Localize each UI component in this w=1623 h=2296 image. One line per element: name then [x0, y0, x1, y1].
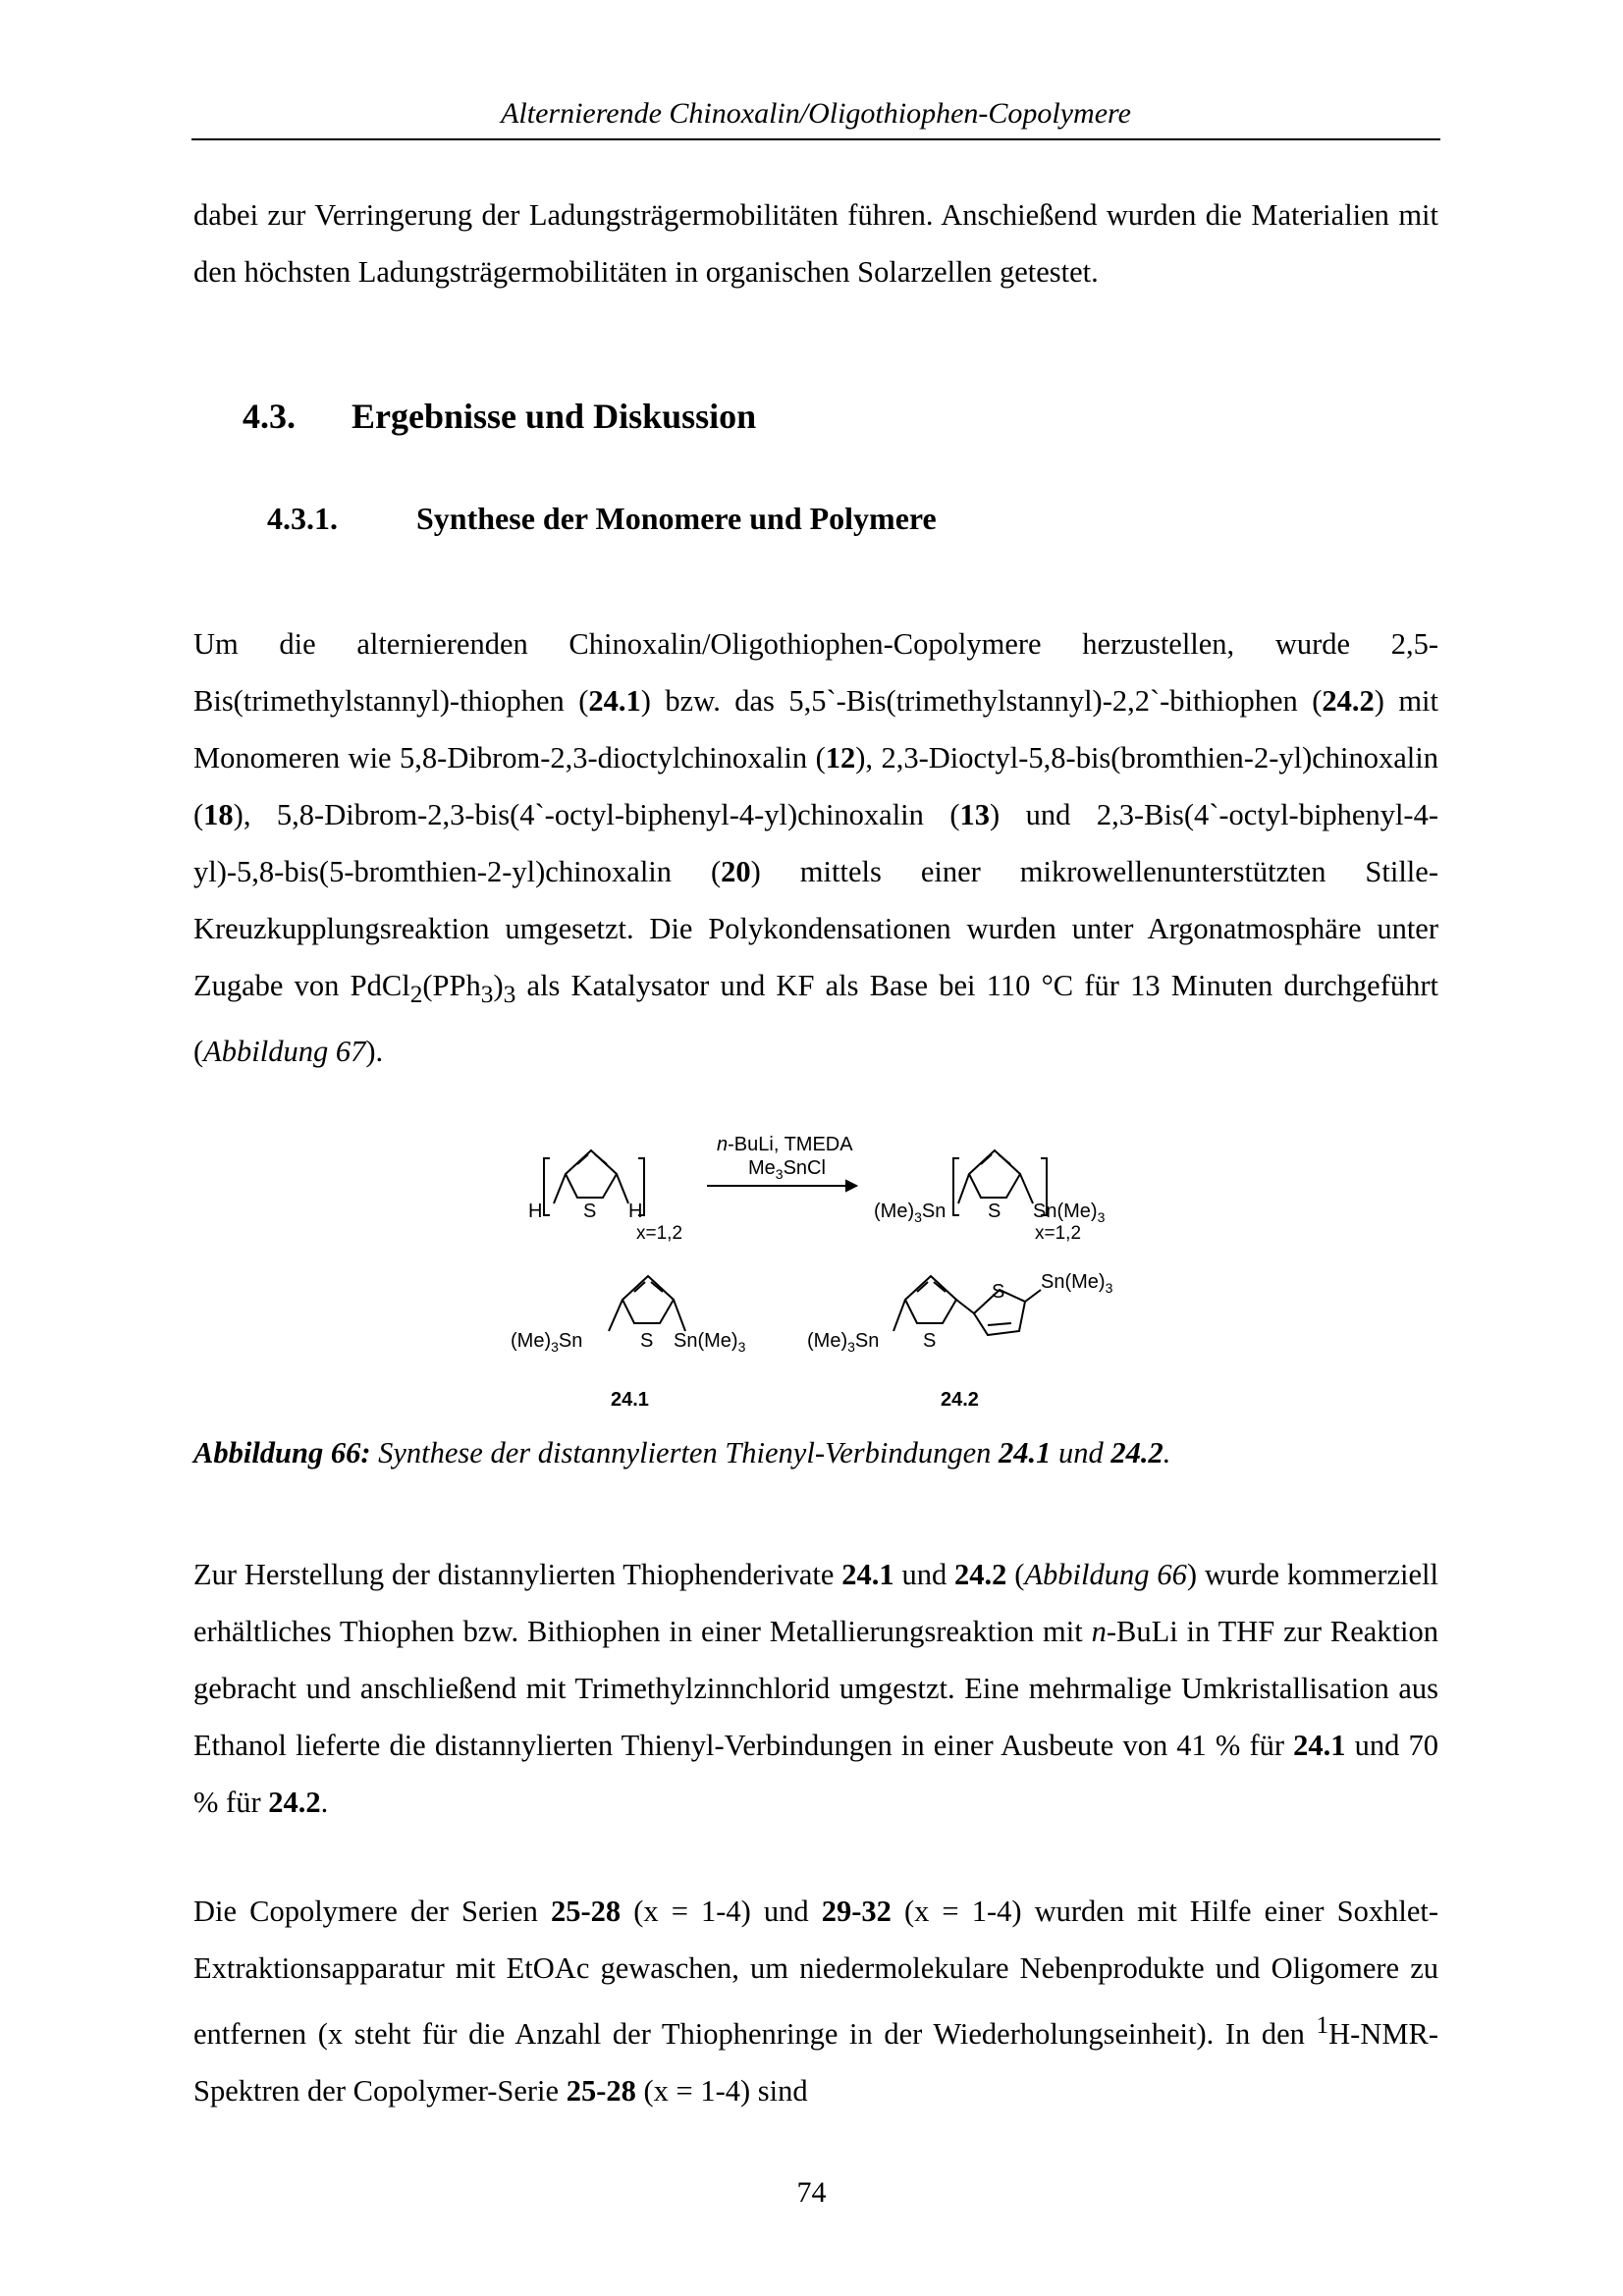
compound-ref: 24.1 [1293, 1729, 1346, 1762]
subsection-heading [267, 499, 937, 538]
thiophene-repeat-unit-product [874, 1150, 1106, 1244]
snme3-label: $Sn(Me)_3$ [1033, 1201, 1106, 1225]
compound-label-24-2: 24.2 [941, 1389, 979, 1411]
snme3-label: $Sn(Me)_3$ [674, 1330, 746, 1355]
compound-ref: 13 [959, 798, 991, 831]
snme3-label: $Sn(Me)_3$ [1041, 1271, 1113, 1296]
subsection-number: 4.3.1. [267, 501, 338, 536]
figure-ref: Abbildung 66 [1024, 1558, 1187, 1591]
s-atom-label: S [583, 1201, 597, 1222]
s-atom-label: S [640, 1330, 654, 1352]
synthesis-paragraph: Um die alternierenden Chinoxalin/Oligothiophen-Copolymere herzustellen, wurde 2,5-Bis(trimethylstannyl)-thiophen (24.1) bzw. das 5,5`-Bis(trimethylstannyl)-2,2`-bithiophen (24.2) mit Monomeren wie 5,8-Dibrom-2,3-dioctylchinoxalin (12), 2,3-Dioctyl-5,8-bis(bromthien-2-yl)chinoxalin (18), 5,8-Dibrom-2,3-bis(4`-octyl-biphenyl-4-yl)chinoxalin (13) und 2,3-Bis(4`-octyl-biphenyl-4-yl)-5,8-bis(5-bromthien-2-yl)chinoxalin (20) mittels einer mikrowellenunterstützten Stille-Kreuzkupplungsreaktion umgesetzt. Die Polykondensationen wurden unter Argonatmosphäre unter Zugabe von $PdCl_2(PPh_3)_3$ als Katalysator und KF als Base bei 110 °C für 13 Minuten durchgeführt (Abbildung 67). [193, 627, 1438, 1069]
running-header: Alternierende Chinoxalin/Oligothiophen-Copolymere [501, 97, 1131, 130]
compound-ref: 20 [721, 855, 751, 888]
section-heading [243, 395, 756, 438]
intro-paragraph: dabei zur Verringerung der Ladungsträgermobilitäten führen. Anschießend wurden die Materialien mit den höchsten Ladungsträgermobilitäten in organischen Solarzellen getestet. [193, 198, 1438, 289]
compound-ref: 24.2 [1322, 684, 1375, 718]
compound-ref: 29-32 [821, 1895, 892, 1928]
reaction-scheme [511, 1129, 1139, 1433]
compound-ref: 24.1 [841, 1558, 894, 1591]
page-number: 74 [796, 2176, 827, 2209]
subsection-title: Synthese der Monomere und Polymere [416, 501, 937, 536]
compound-ref: 25-28 [566, 2074, 636, 2109]
figure-caption: Abbildung 66: Synthese der distannylierten Thienyl-Verbindungen 24.1 und 24.2. [193, 1436, 1171, 1469]
reagent-line-2: $Me_3SnCl$ [748, 1157, 826, 1182]
s-atom-label: S [988, 1201, 1001, 1222]
thiophene-paragraph: Zur Herstellung der distannylierten Thiophenderivate 24.1 und 24.2 (Abbildung 66) wurde kommerziell erhältliches Thiophen bzw. Bithiophen in einer Metallierungsreaktion mit n-BuLi in THF zur Reaktion gebracht und anschließend mit Trimethylzinnchlorid umgestzt. Eine mehrmalige Umkristallisation aus Ethanol lieferte die distannylierten Thienyl-Verbindungen in einer Ausbeute von 41 % für 24.1 und 70 % für 24.2. [193, 1558, 1439, 1819]
compound-label-24-1: 24.1 [611, 1389, 649, 1411]
compound-24-2-structure [807, 1271, 1113, 1411]
x-range-label: x=1,2 [1035, 1223, 1082, 1244]
section-title: Ergebnisse und Diskussion [352, 397, 757, 436]
me3sn-label: $(Me)_3Sn$ [807, 1330, 880, 1355]
compound-ref: 24.1 [588, 684, 641, 718]
me3sn-label: $(Me)_3Sn$ [874, 1201, 947, 1225]
compound-ref: 24.2 [954, 1558, 1007, 1591]
s-atom-label: S [992, 1281, 1005, 1303]
x-range-label: x=1,2 [636, 1223, 683, 1244]
section-number: 4.3. [243, 397, 296, 436]
caption-label: Abbildung 66: [193, 1436, 371, 1469]
compound-ref: 12 [825, 741, 856, 774]
figure-ref: Abbildung 67 [203, 1035, 366, 1069]
thiophene-repeat-unit-reactant [528, 1150, 682, 1244]
h-right-label: H [628, 1201, 643, 1222]
header-rule [191, 138, 1440, 140]
compound-ref: 24.2 [268, 1786, 321, 1819]
copolymer-paragraph: Die Copolymere der Serien 25-28 (x = 1-4) und 29-32 (x = 1-4) wurden mit Hilfe einer Soxhlet-Extraktionsapparatur mit EtOAc gewaschen, um niedermolekulare Nebenprodukte und Oligomere zu entfernen (x steht für die Anzahl der Thiophenringe in der Wiederholungseinheit). In den $^1$H-NMR-Spektren der Copolymer-Serie 25-28 (x = 1-4) sind [193, 1895, 1439, 2109]
s-atom-label: S [923, 1330, 937, 1352]
h-left-label: H [528, 1201, 543, 1222]
compound-ref: 25-28 [550, 1895, 622, 1928]
me3sn-label: $(Me)_3Sn$ [511, 1330, 583, 1355]
reagent-line-1: n-BuLi, TMEDA [717, 1134, 853, 1155]
compound-ref: 18 [203, 798, 234, 831]
compound-24-1-structure [511, 1276, 746, 1411]
